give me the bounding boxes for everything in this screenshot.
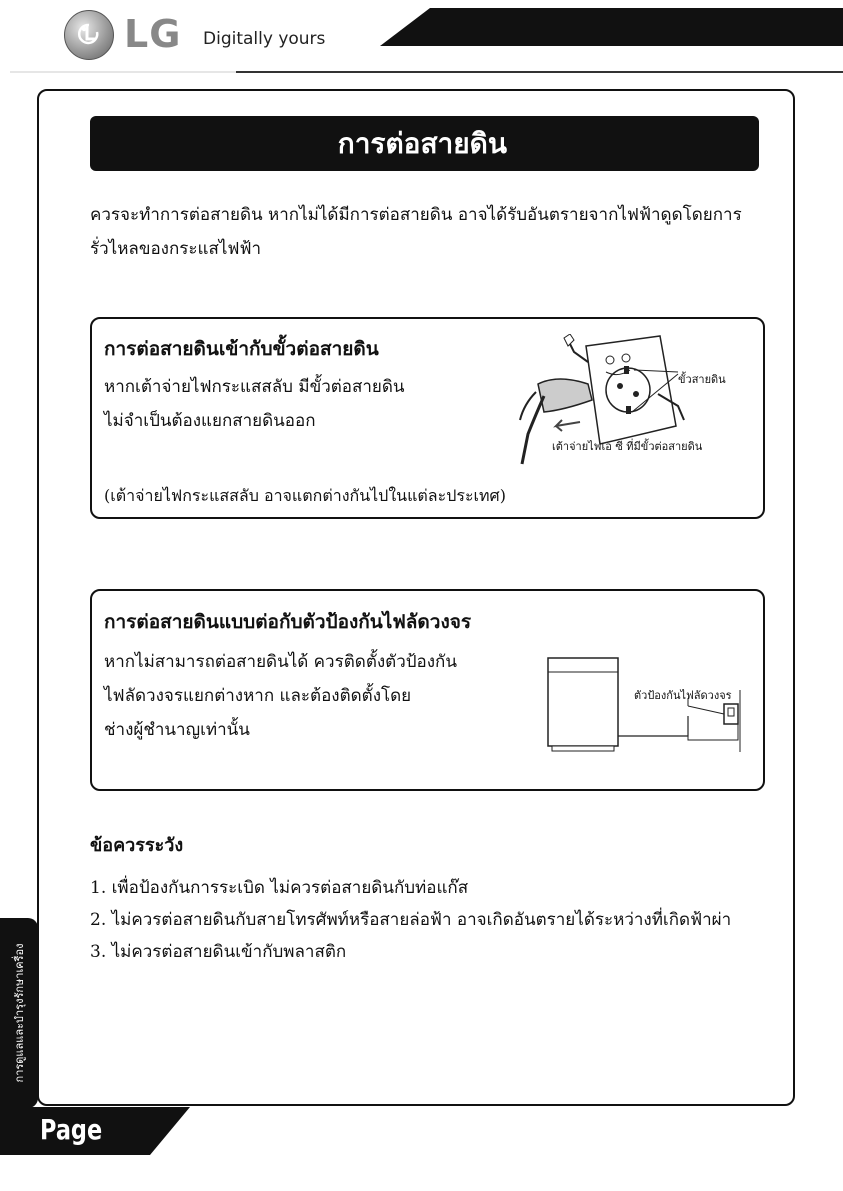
lg-logo-icon — [64, 10, 114, 60]
lg-logo-text: LG — [124, 12, 182, 56]
label-outlet: เต้าจ่ายไฟเอ ซี ที่มีขั้วต่อสายดิน — [552, 440, 703, 453]
box1-note: (เต้าจ่ายไฟกระแสสลับ อาจแตกต่างกันไปในแต่ละประเทศ) — [104, 486, 506, 505]
intro-line-1: ควรจะทำการต่อสายดิน หากไม่ได้มีการต่อสายดิน อาจได้รับอันตรายจากไฟฟ้าดูดโดยการ — [90, 205, 742, 225]
box2-line-2: ไฟลัดวงจรแยกต่างหาก และต้องติดตั้งโดย — [104, 686, 412, 706]
caution-item-2: 2. ไม่ควรต่อสายดินกับสายโทรศัพท์หรือสายล่อฟ้า อาจเกิดอันตรายได้ระหว่างที่เกิดฟ้าผ่า — [90, 910, 732, 930]
label-ground-terminal: ขั้วสายดิน — [678, 373, 726, 386]
box1-heading: การต่อสายดินเข้ากับขั้วต่อสายดิน — [104, 338, 379, 360]
caution-heading: ข้อควรระวัง — [90, 835, 184, 856]
intro-line-2: รั่วไหลของกระแสไฟฟ้า — [90, 239, 262, 259]
box2-line-1: หากไม่สามารถต่อสายดินได้ ควรติดตั้งตัวป้องกัน — [104, 652, 457, 672]
page-title: การต่อสายดิน — [337, 127, 507, 160]
side-tab-label: การดูแลและบำรุงรักษาเครื่อง — [13, 943, 26, 1083]
caution-item-1: 1. เพื่อป้องกันการระเบิด ไม่ควรต่อสายดินกับท่อแก๊ส — [90, 878, 469, 898]
tagline: Digitally yours — [203, 29, 326, 49]
box1-line-1: หากเต้าจ่ายไฟกระแสสลับ มีขั้วต่อสายดิน — [104, 377, 405, 397]
washer-breaker-illustration — [540, 650, 750, 760]
box1-line-2: ไม่จำเป็นต้องแยกสายดินออก — [104, 411, 316, 431]
caution-item-3: 3. ไม่ควรต่อสายดินเข้ากับพลาสติก — [90, 942, 347, 962]
page-label: Page — [40, 1113, 103, 1146]
label-circuit-breaker: ตัวป้องกันไฟลัดวงจร — [634, 689, 732, 702]
box2-line-3: ช่างผู้ชำนาญเท่านั้น — [104, 720, 250, 740]
box2-heading: การต่อสายดินแบบต่อกับตัวป้องกันไฟลัดวงจร — [104, 611, 472, 633]
